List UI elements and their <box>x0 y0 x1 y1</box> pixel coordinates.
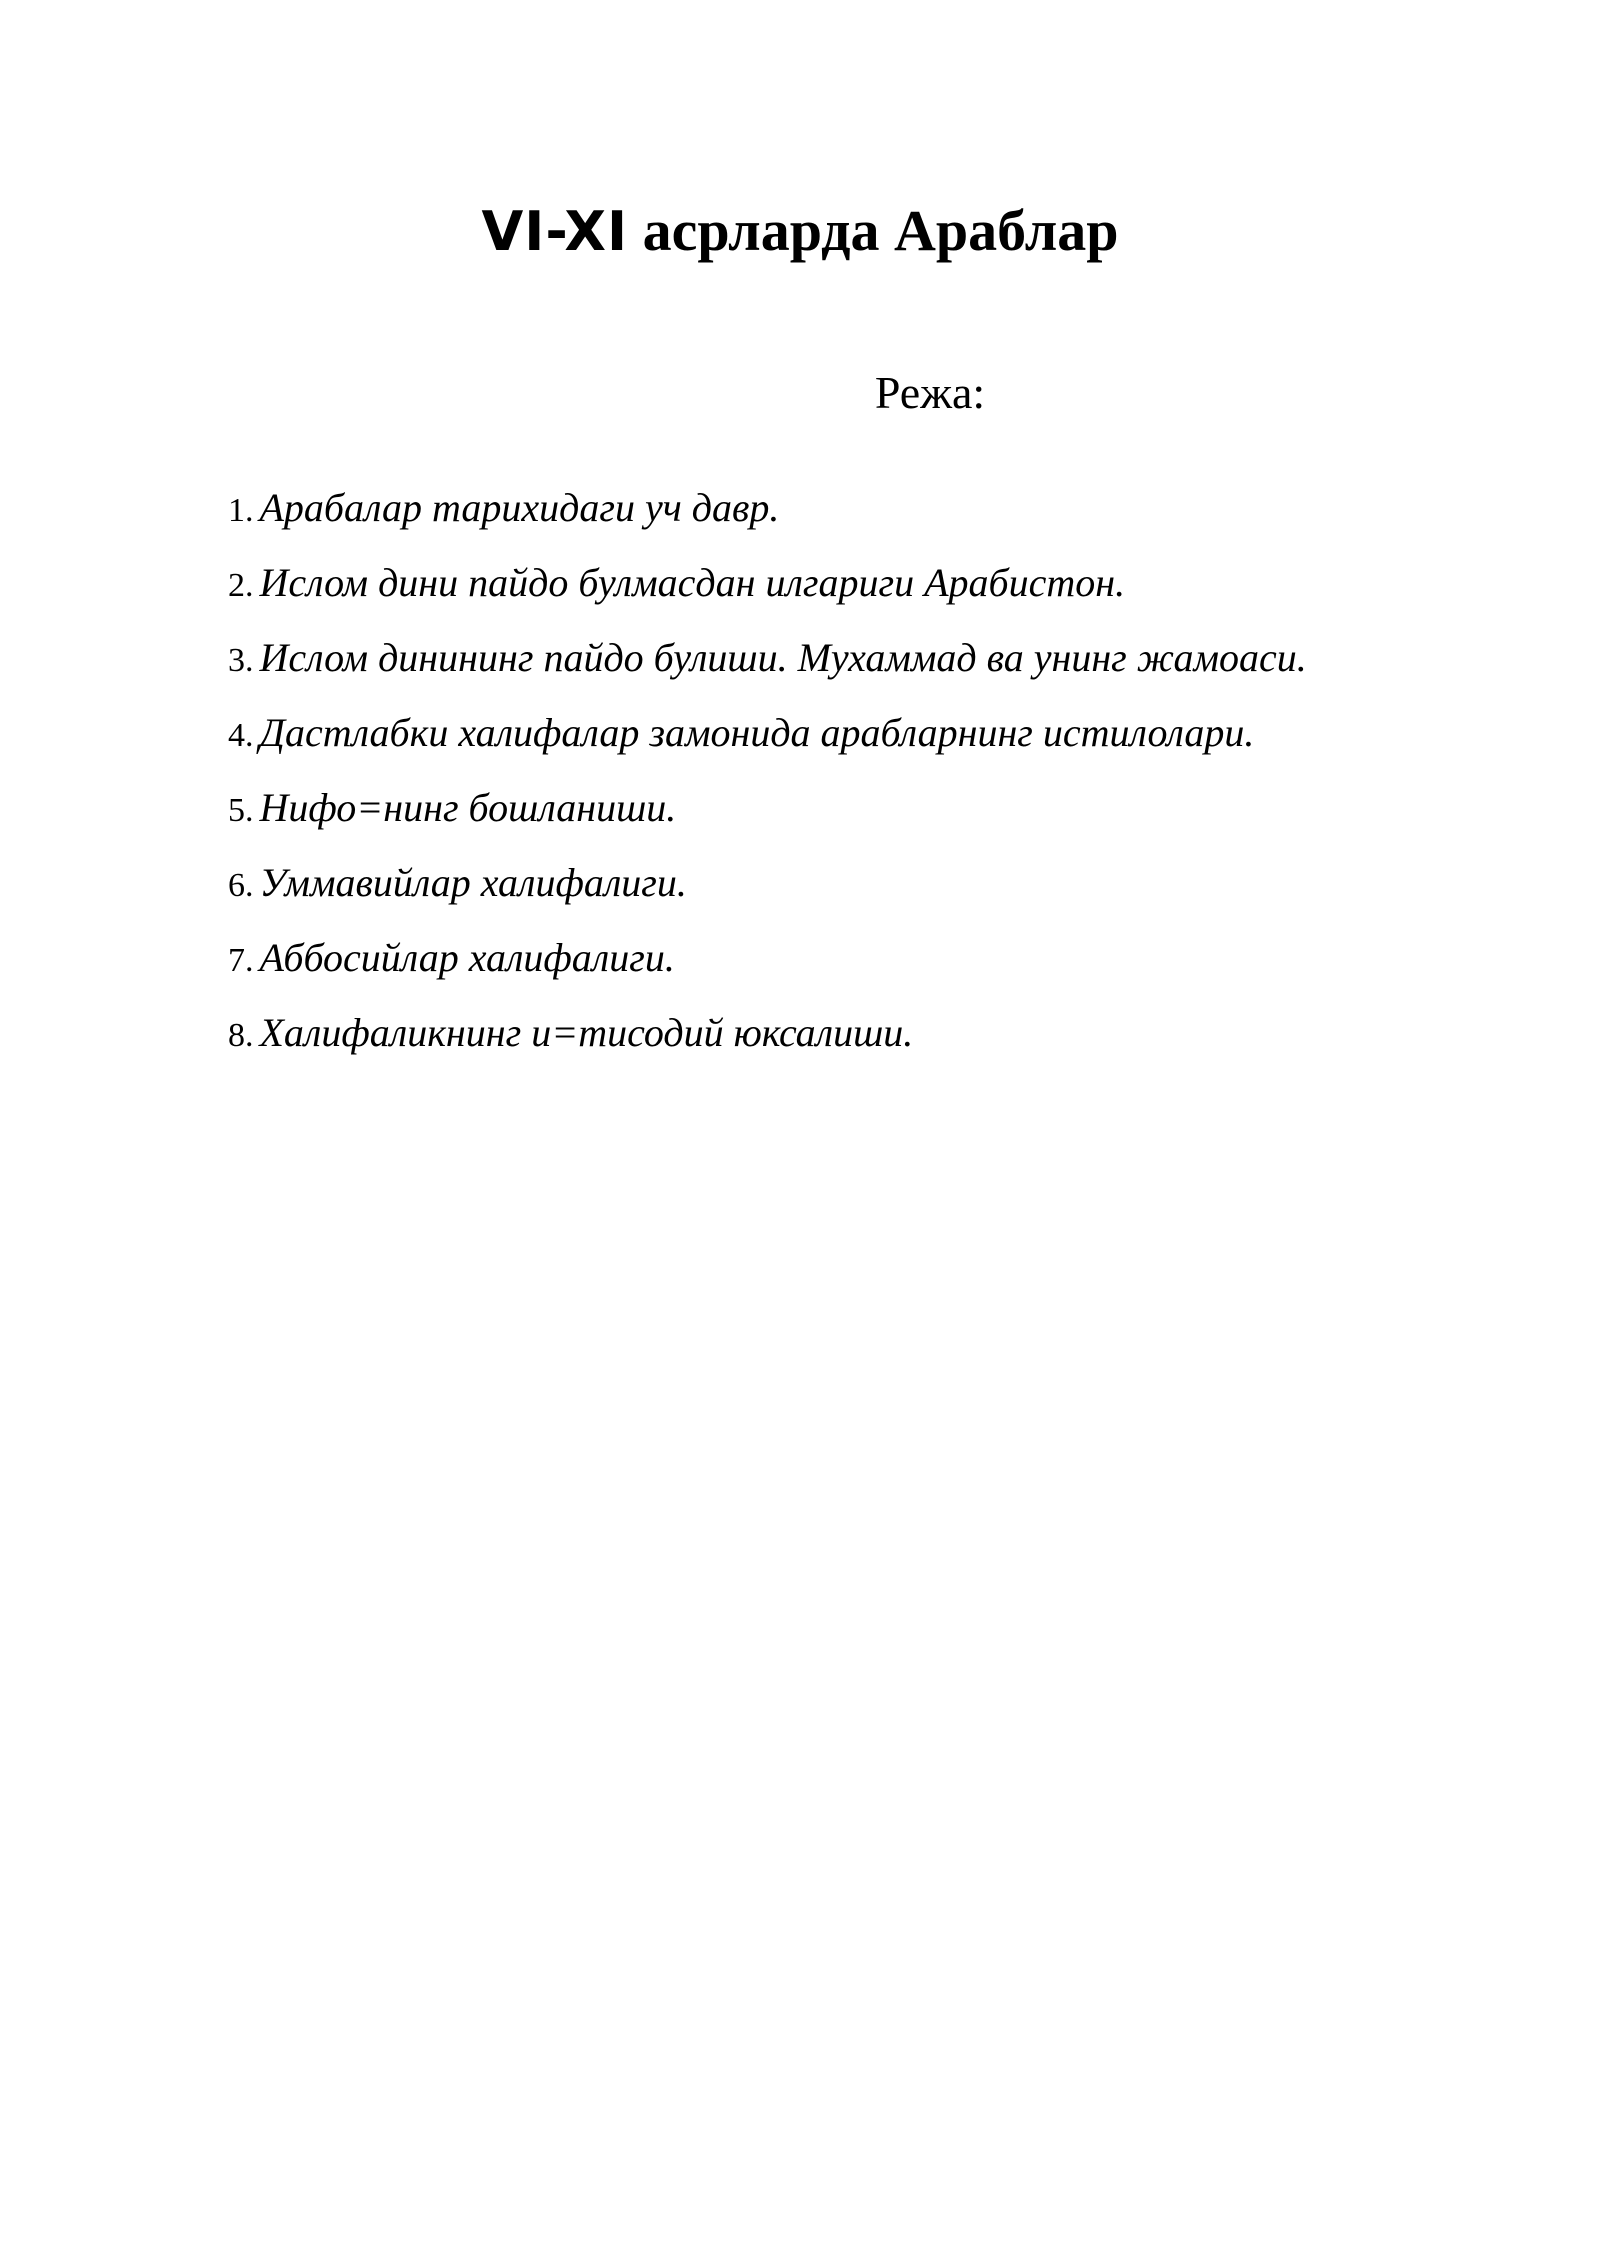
plan-item-number: 2. <box>228 567 254 604</box>
plan-item-number: 6. <box>228 867 254 904</box>
plan-item-8 <box>228 995 1568 1070</box>
plan-list <box>228 470 1568 1070</box>
plan-item-7 <box>228 920 1568 995</box>
plan-item-3 <box>228 620 1568 695</box>
title-text: асрларда Араблар <box>628 197 1119 263</box>
plan-item-6 <box>228 845 1568 920</box>
plan-item-5 <box>228 770 1568 845</box>
plan-item-text: Аббосийлар халифалиги. <box>259 935 675 980</box>
plan-item-number: 3. <box>228 642 254 679</box>
title-century-range: VI-XI <box>481 199 629 263</box>
plan-heading: Режа: <box>874 367 986 418</box>
plan-item-text: Уммавийлар халифалиги. <box>259 860 687 905</box>
plan-item-number: 1. <box>228 492 254 529</box>
plan-item-text: Ислом дини пайдо булмасдан илгариги Арабистон. <box>259 560 1126 605</box>
plan-item-1 <box>228 470 1568 545</box>
plan-item-number: 8. <box>228 1017 254 1054</box>
plan-item-4 <box>228 695 1568 770</box>
plan-item-text: Дастлабки халифалар замонида арабларнинг истилолари. <box>259 710 1255 755</box>
page-title <box>0 191 1600 272</box>
plan-item-2 <box>228 545 1568 620</box>
plan-item-text: Арабалар тарихидаги уч давр. <box>259 485 780 530</box>
plan-item-text: Ислом динининг пайдо булиши. Мухаммад ва унинг жамоаси. <box>259 635 1307 680</box>
plan-item-number: 7. <box>228 942 254 979</box>
plan-item-text: Халифаликнинг и=тисодий юксалиши. <box>259 1010 914 1055</box>
plan-item-number: 4. <box>228 717 254 754</box>
plan-item-number: 5. <box>228 792 254 829</box>
plan-item-text: Нифо=нинг бошланиши. <box>259 785 677 830</box>
